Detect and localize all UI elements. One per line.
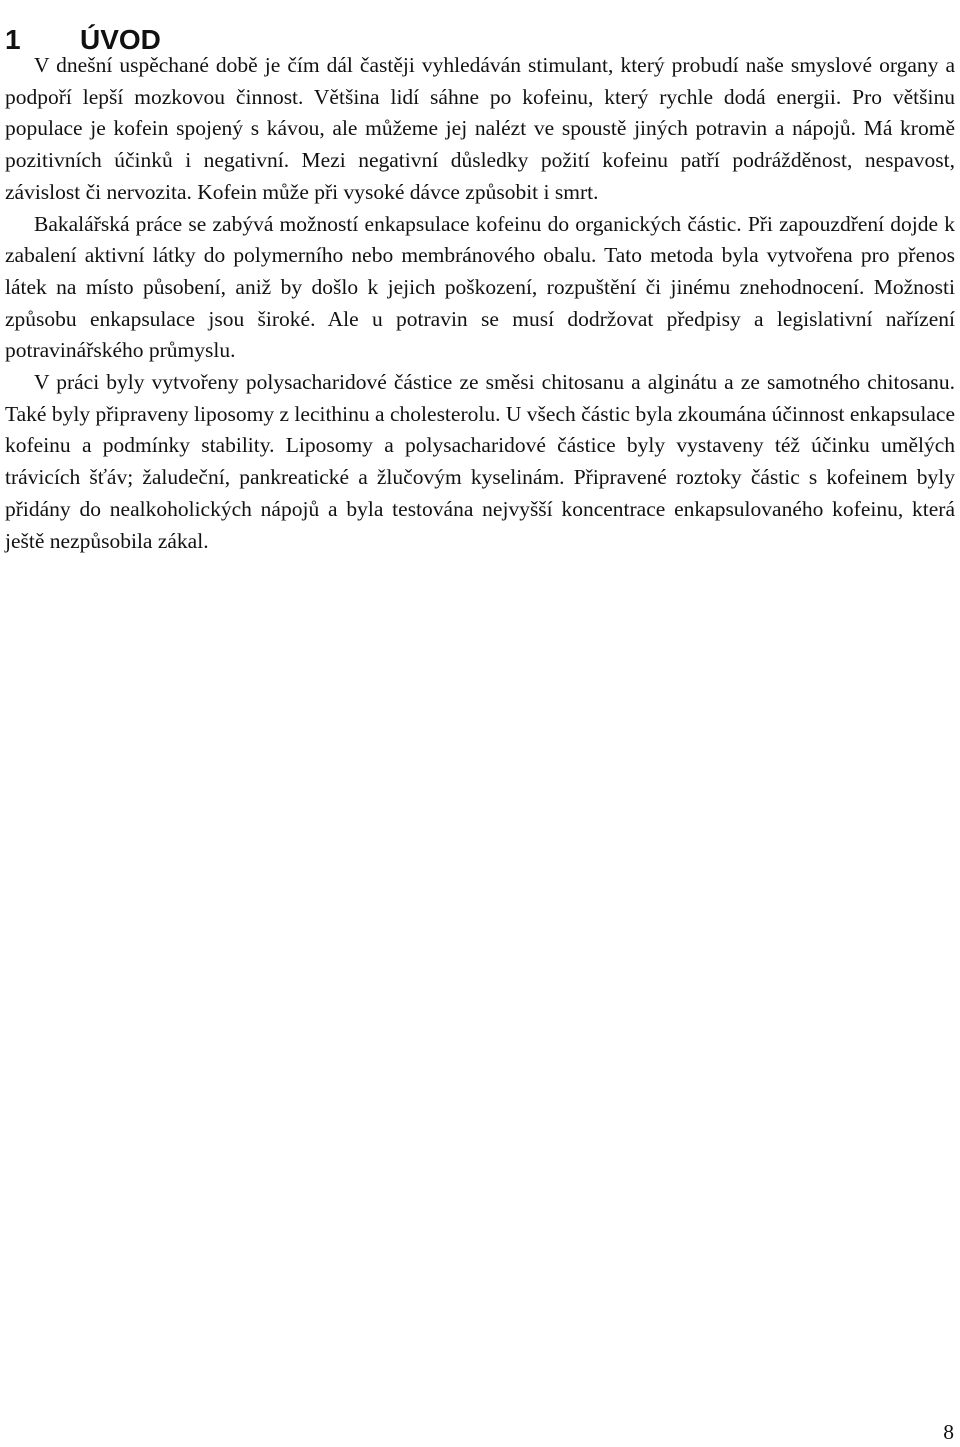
- chapter-body: [5, 50, 955, 557]
- paragraph-methods: V práci byly vytvořeny polysacharidové částice ze směsi chitosanu a alginátu a ze samotného chitosanu. Také byly připraveny liposomy z lecithinu a cholesterolu. U všech částic byla zkoumána účinnost enkapsulace kofeinu a podmínky stability. Liposomy a polysacharidové částice byly vystaveny též účinku umělých trávicích šťáv; žaludeční, pankreatické a žlučovým kyselinám. Připravené roztoky částic s kofeinem byly přidány do nealkoholických nápojů a byla testována nejvyšší koncentrace enkapsulovaného kofeinu, která ještě nezpůsobila zákal.: [5, 370, 955, 553]
- page-number: 8: [943, 1420, 954, 1444]
- chapter-number: 1: [5, 23, 21, 55]
- paragraph-thesis-aim: Bakalářská práce se zabývá možností enkapsulace kofeinu do organických částic. Při zapouzdření dojde k zabalení aktivní látky do polymerního nebo membránového obalu. Tato metoda byla vytvořena pro přenos látek na místo působení, aniž by došlo k jejich poškození, rozpuštění či jinému znehodnocení. Možnosti způsobu enkapsulace jsou široké. Ale u potravin se musí dodržovat předpisy a legislativní nařízení potravinářského průmyslu.: [5, 211, 955, 363]
- paragraph-intro: V dnešní uspěchané době je čím dál častěji vyhledáván stimulant, který probudí naše smyslové organy a podpoří lepší mozkovou činnost. Většina lidí sáhne po kofeinu, který rychle dodá energii. Pro většinu populace je kofein spojený s kávou, ale můžeme jej nalézt ve spoustě jiných potravin a nápojů. Má kromě pozitivních účinků i negativní. Mezi negativní důsledky požití kofeinu patří podrážděnost, nespavost, závislost či nervozita. Kofein může při vysoké dávce způsobit i smrt.: [5, 53, 955, 204]
- chapter-title: ÚVOD: [80, 23, 161, 55]
